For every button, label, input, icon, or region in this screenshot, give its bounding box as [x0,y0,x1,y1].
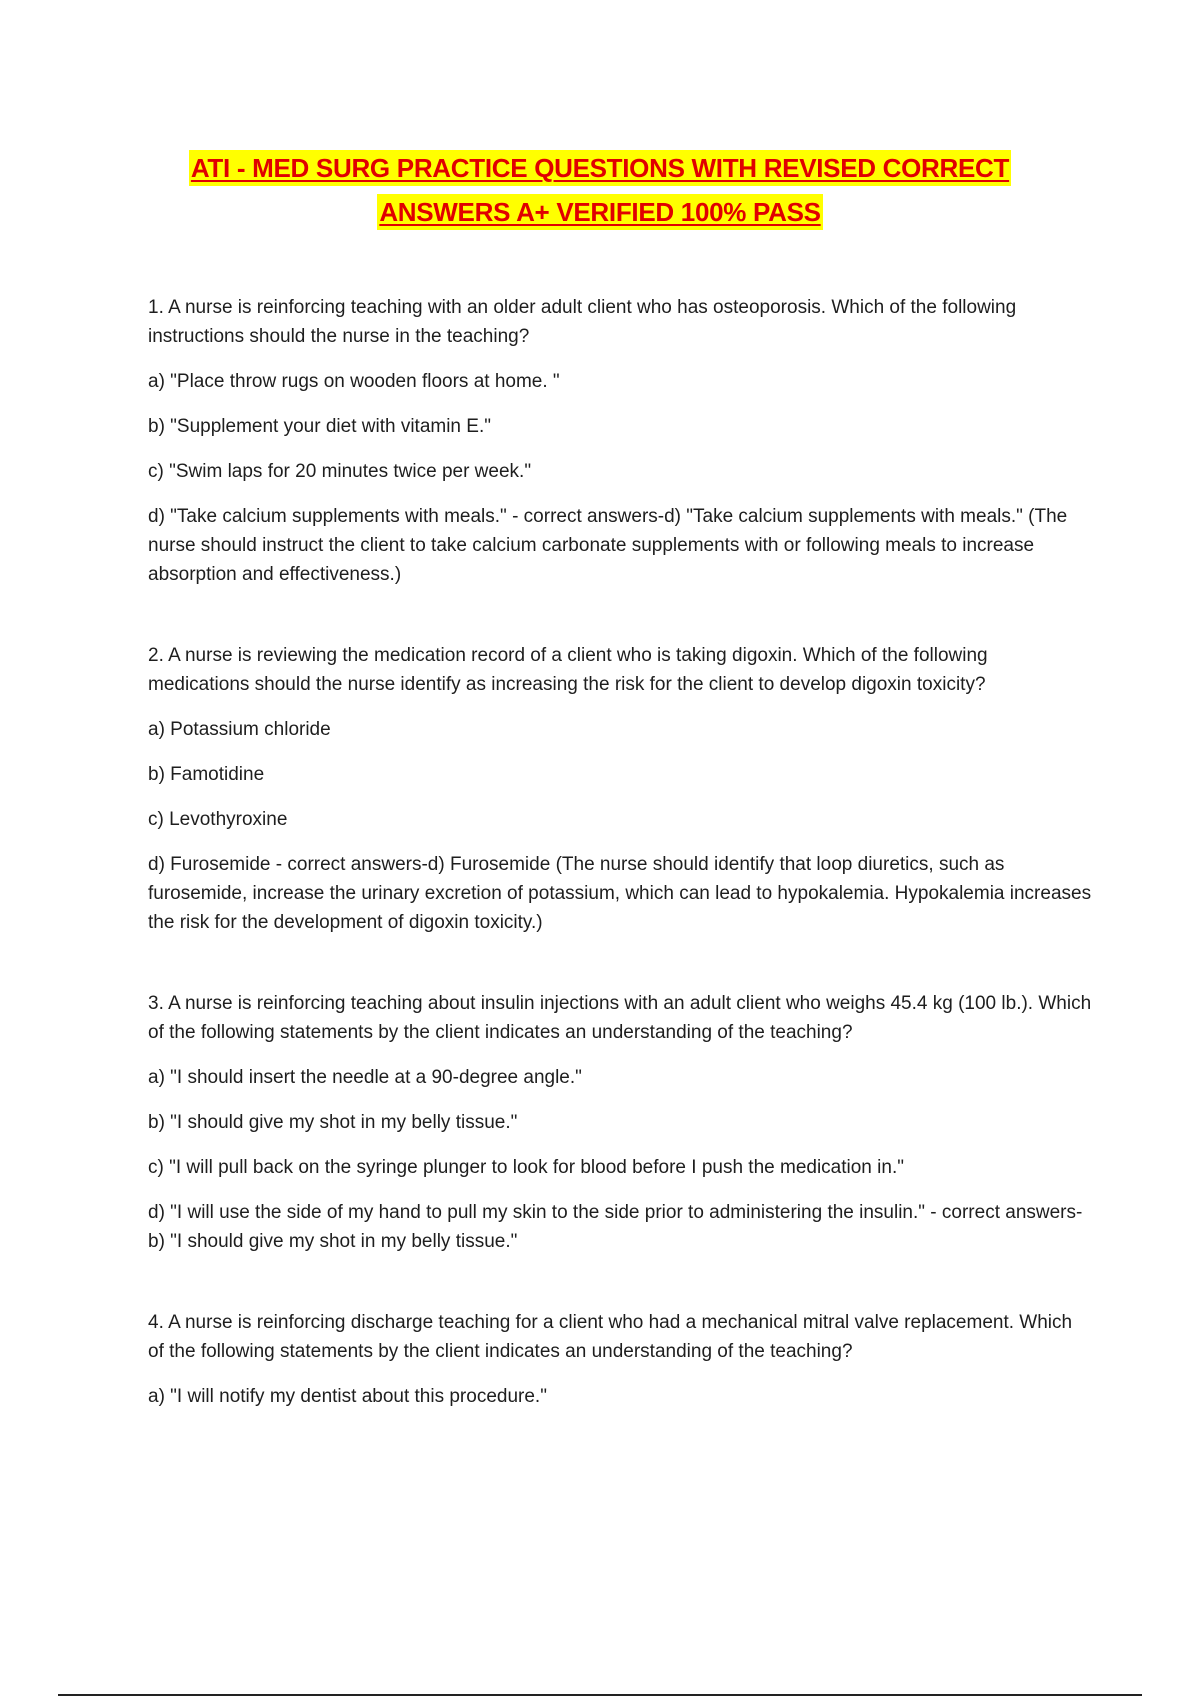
question-stem: 1. A nurse is reinforcing teaching with an older adult client who has osteoporosis. Which of the following instructions should the nurse in the teaching? [148,297,1017,347]
title-line-1: ATI - MED SURG PRACTICE QUESTIONS WITH REVISED CORRECT [189,150,1011,186]
option-a: a) Potassium chloride [148,719,331,740]
question-4 [148,1308,1093,1411]
option-c: c) "I will pull back on the syringe plunger to look for blood before I push the medication in." [148,1157,904,1178]
option-d-with-answer: d) Furosemide - correct answers-d) Furosemide (The nurse should identify that loop diuretics, such as furosemide, increase the urinary excretion of potassium, which can lead to hypokalemia. Hypokalemia increases the risk for the development of digoxin toxicity.) [148,854,1092,933]
question-3 [148,989,1093,1256]
option-d-with-answer: d) "I will use the side of my hand to pull my skin to the side prior to administering the insulin." - correct answers-b) "I should give my shot in my belly tissue." [148,1202,1083,1252]
option-c: c) "Swim laps for 20 minutes twice per week." [148,461,532,482]
title-line-2: ANSWERS A+ VERIFIED 100% PASS [377,194,822,230]
question-1 [148,293,1093,589]
option-b: b) "Supplement your diet with vitamin E." [148,416,491,437]
footer-divider [58,1694,1142,1696]
option-d-with-answer: d) "Take calcium supplements with meals." - correct answers-d) "Take calcium supplements with meals." (The nurse should instruct the client to take calcium carbonate supplements with or following meals to increase absorption and effectiveness.) [148,506,1068,585]
option-a: a) "I should insert the needle at a 90-degree angle." [148,1067,582,1088]
option-a: a) "I will notify my dentist about this procedure." [148,1386,547,1407]
option-b: b) "I should give my shot in my belly tissue." [148,1112,518,1133]
option-a: a) "Place throw rugs on wooden floors at home. " [148,371,560,392]
option-b: b) Famotidine [148,764,265,785]
question-stem: 4. A nurse is reinforcing discharge teaching for a client who had a mechanical mitral valve replacement. Which of the following statements by the client indicates an understanding of the teaching? [148,1312,1073,1362]
question-stem: 2. A nurse is reviewing the medication record of a client who is taking digoxin. Which of the following medications should the nurse identify as increasing the risk for the client to develop digoxin toxicity? [148,645,988,695]
document-title [0,150,1200,230]
question-list [148,293,1093,1463]
option-c: c) Levothyroxine [148,809,288,830]
question-stem: 3. A nurse is reinforcing teaching about insulin injections with an adult client who weighs 45.4 kg (100 lb.). Which of the following statements by the client indicates an understanding of the teaching? [148,993,1092,1043]
question-2 [148,641,1093,937]
